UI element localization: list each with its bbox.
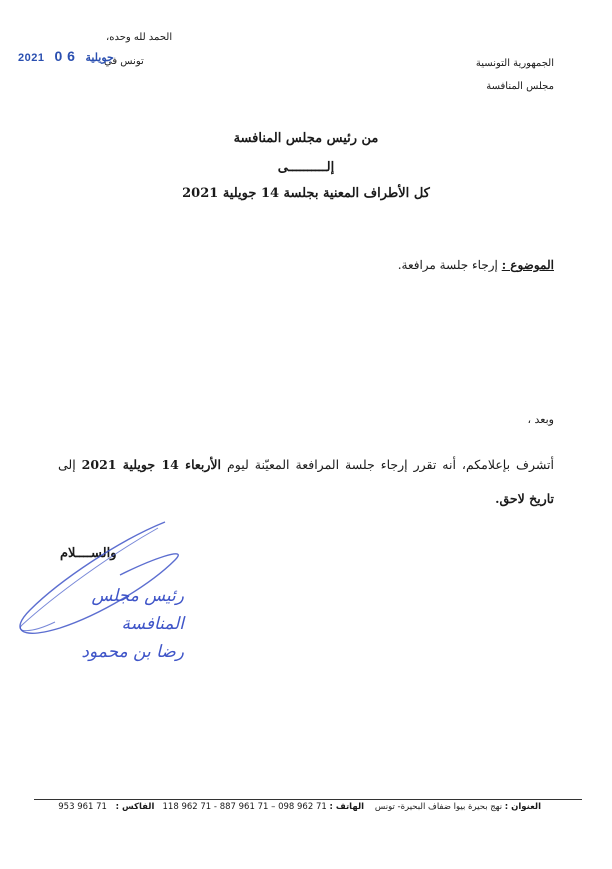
footer-contact bbox=[34, 802, 541, 812]
place-date-label: تونس في bbox=[104, 56, 144, 67]
body-date: الأربعاء 14 جويلية 2021 bbox=[81, 457, 222, 472]
subject-label: الموضوع : bbox=[501, 258, 554, 272]
recipients-line: كل الأطراف المعنية بجلسة 14 جويلية 2021 bbox=[182, 186, 430, 201]
body-part-1: أتشرف بإعلامكم، أنه تقرر إرجاء جلسة المرافعة المعيّنة ليوم bbox=[227, 457, 555, 472]
body-part-2: إلى bbox=[58, 457, 76, 472]
phone-label: الهاتف : bbox=[329, 802, 365, 812]
stamp-month: جويلية bbox=[85, 52, 114, 64]
closing: والســــلام bbox=[60, 546, 117, 561]
signature-block bbox=[44, 582, 184, 666]
signature-name: رضا بن محمود bbox=[81, 642, 184, 662]
greeting: وبعد ، bbox=[527, 413, 554, 426]
phone-value: 71 962 098 – 71 961 887 - 71 962 118 bbox=[162, 802, 327, 812]
fax-value: 71 961 953 bbox=[58, 802, 107, 812]
signature-title: رئيس مجلس المنافسة bbox=[91, 586, 184, 634]
to-line: إلــــــــــى bbox=[277, 160, 335, 175]
stamp-year: 2021 bbox=[18, 52, 45, 64]
address-label: العنوان : bbox=[504, 802, 541, 812]
body-later-date: تاريخ لاحق. bbox=[495, 491, 554, 506]
footer-divider bbox=[34, 799, 582, 800]
fax-label: الفاكس : bbox=[115, 802, 155, 812]
stamp-day: 0 6 bbox=[54, 48, 76, 64]
bismillah-line: الحمد لله وحده، bbox=[106, 32, 173, 43]
sender-line: من رئيس مجلس المنافسة bbox=[233, 131, 379, 146]
subject-text: إرجاء جلسة مرافعة. bbox=[397, 258, 498, 272]
address-value: نهج بحيرة بيوا ضفاف البحيرة- تونس bbox=[374, 802, 503, 812]
republic-name: الجمهورية التونسية bbox=[475, 58, 554, 69]
council-name: مجلس المنافسة bbox=[486, 81, 554, 92]
